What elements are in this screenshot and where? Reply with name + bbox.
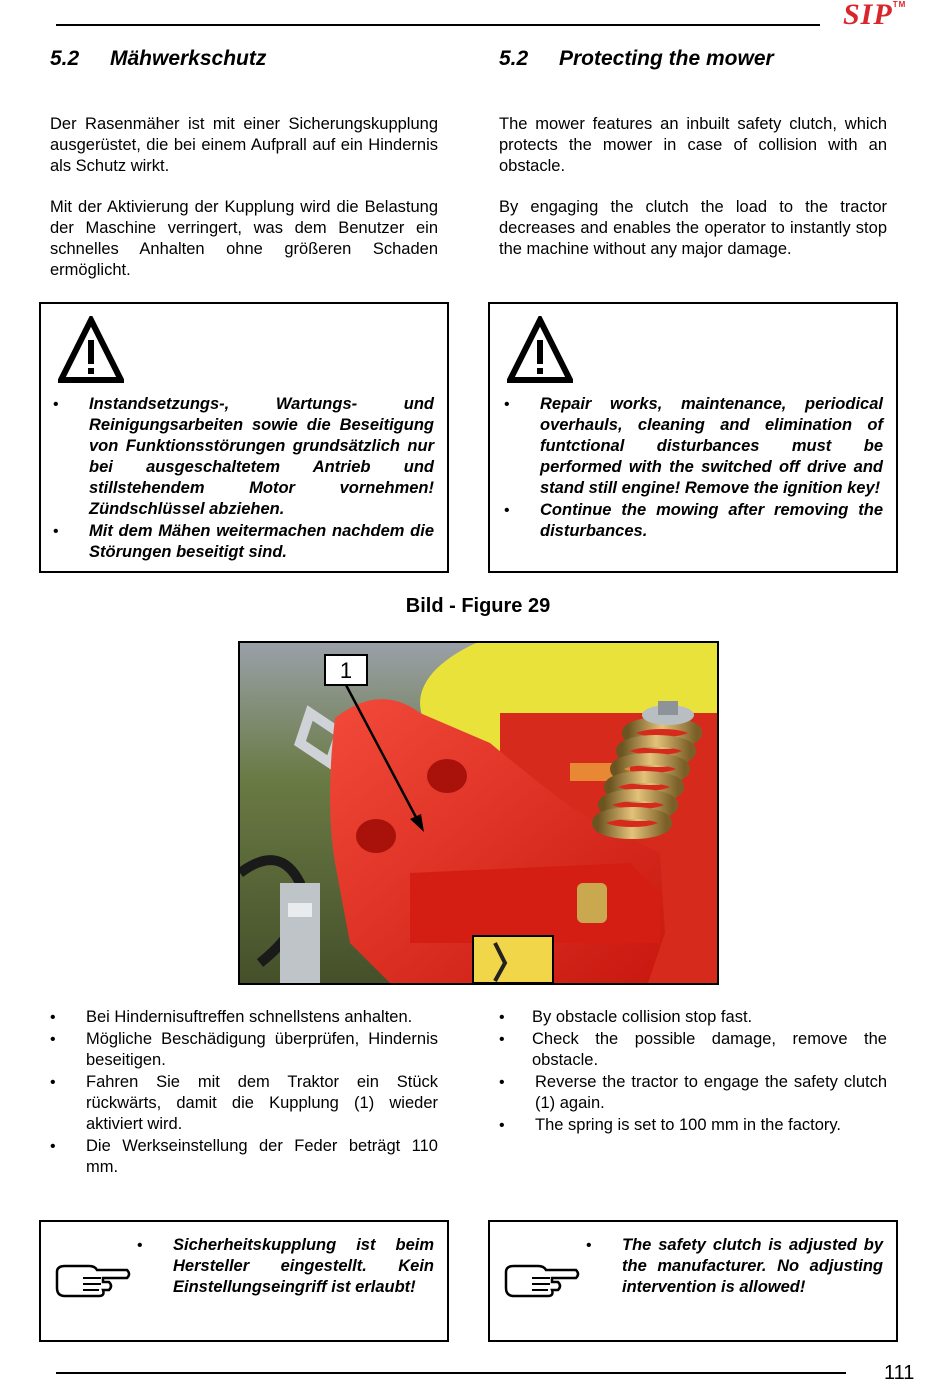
right-heading bbox=[499, 47, 774, 71]
right-note-box bbox=[488, 1220, 898, 1342]
right-heading-title: Protecting the mower bbox=[559, 47, 774, 70]
right-warning-item: • Continue the mowing after removing the disturbances. bbox=[504, 500, 883, 542]
right-paragraph-2: By engaging the clutch the load to the tractor decreases and enables the operator to instantly stop the machine without any major damage. bbox=[499, 198, 887, 258]
left-heading-number: 5.2 bbox=[50, 47, 80, 70]
left-step-item: • Die Werkseinstellung der Feder beträgt 110 mm. bbox=[50, 1136, 438, 1178]
callout-arrow bbox=[240, 643, 717, 983]
callout-label: 1 bbox=[324, 654, 368, 686]
pointing-hand-icon bbox=[502, 1262, 582, 1302]
left-paragraph-1: Der Rasenmäher ist mit einer Sicherungskupplung ausgerüstet, die bei einem Aufprall auf ein Hindernis als Schutz wirkt. bbox=[50, 115, 438, 175]
left-warning-item: • Mit dem Mähen weitermachen nachdem die Störungen beseitigt sind. bbox=[53, 521, 434, 563]
left-note-box bbox=[39, 1220, 449, 1342]
left-warning-item: • Instandsetzungs-, Wartungs- und Reinigungsarbeiten sowie die Beseitigung von Funktionsstörungen grundsätzlich nur bei ausgeschaltetem Antrieb und stillstehendem Motor vornehmen! Zündschlüssel abziehen. bbox=[53, 394, 434, 520]
left-step-list bbox=[50, 1007, 438, 1178]
right-step-list bbox=[499, 1007, 887, 1136]
right-step-item: • Reverse the tractor to engage the safety clutch (1) again. bbox=[499, 1072, 887, 1114]
right-warning-box bbox=[488, 302, 898, 573]
left-step-item: • Fahren Sie mit dem Traktor ein Stück rückwärts, damit die Kupplung (1) wieder aktiviert wird. bbox=[50, 1072, 438, 1135]
warning-triangle-icon bbox=[507, 316, 573, 384]
right-note-list bbox=[586, 1235, 883, 1298]
left-paragraph-2: Mit der Aktivierung der Kupplung wird die Belastung der Maschine verringert, was dem Benutzer ein schnelles Anhalten ohne größeren Schaden ermöglicht. bbox=[50, 198, 438, 279]
left-heading-title: Mähwerkschutz bbox=[110, 47, 267, 70]
right-step-item: • The spring is set to 100 mm in the factory. bbox=[499, 1115, 887, 1136]
right-heading-number: 5.2 bbox=[499, 47, 529, 70]
right-step-item: • By obstacle collision stop fast. bbox=[499, 1007, 887, 1028]
figure-photo bbox=[238, 641, 719, 985]
left-step-item: • Mögliche Beschädigung überprüfen, Hindernis beseitigen. bbox=[50, 1029, 438, 1071]
header-rule bbox=[56, 24, 820, 26]
right-warning-list bbox=[504, 394, 883, 542]
left-warning-list bbox=[53, 394, 434, 563]
left-note-item: • Sicherheitskupplung ist beim Hersteller eingestellt. Kein Einstellungseingriff ist erlaubt! bbox=[137, 1235, 434, 1298]
right-step-item: • Check the possible damage, remove the obstacle. bbox=[499, 1029, 887, 1071]
left-heading bbox=[50, 47, 266, 71]
warning-triangle-icon bbox=[58, 316, 124, 384]
left-note-list bbox=[137, 1235, 434, 1298]
left-step-item: • Bei Hindernisuftreffen schnellstens anhalten. bbox=[50, 1007, 438, 1028]
right-warning-item: • Repair works, maintenance, periodical overhauls, cleaning and elimination of funtctional disturbances must be performed with the switched off drive and stand still engine! Remove the ignition key! bbox=[504, 394, 883, 499]
footer-rule bbox=[56, 1372, 846, 1374]
trademark: TM bbox=[892, 0, 907, 9]
figure-caption: Bild - Figure 29 bbox=[405, 595, 551, 617]
left-warning-box bbox=[39, 302, 449, 573]
pointing-hand-icon bbox=[53, 1262, 133, 1302]
right-note-item: • The safety clutch is adjusted by the manufacturer. No adjusting intervention is allowed! bbox=[586, 1235, 883, 1298]
sip-logo bbox=[843, 0, 906, 32]
page-number: 111 bbox=[884, 1362, 915, 1384]
logo-text: SIP bbox=[843, 0, 893, 31]
right-paragraph-1: The mower features an inbuilt safety clutch, which protects the mower in case of collision with an obstacle. bbox=[499, 115, 887, 175]
